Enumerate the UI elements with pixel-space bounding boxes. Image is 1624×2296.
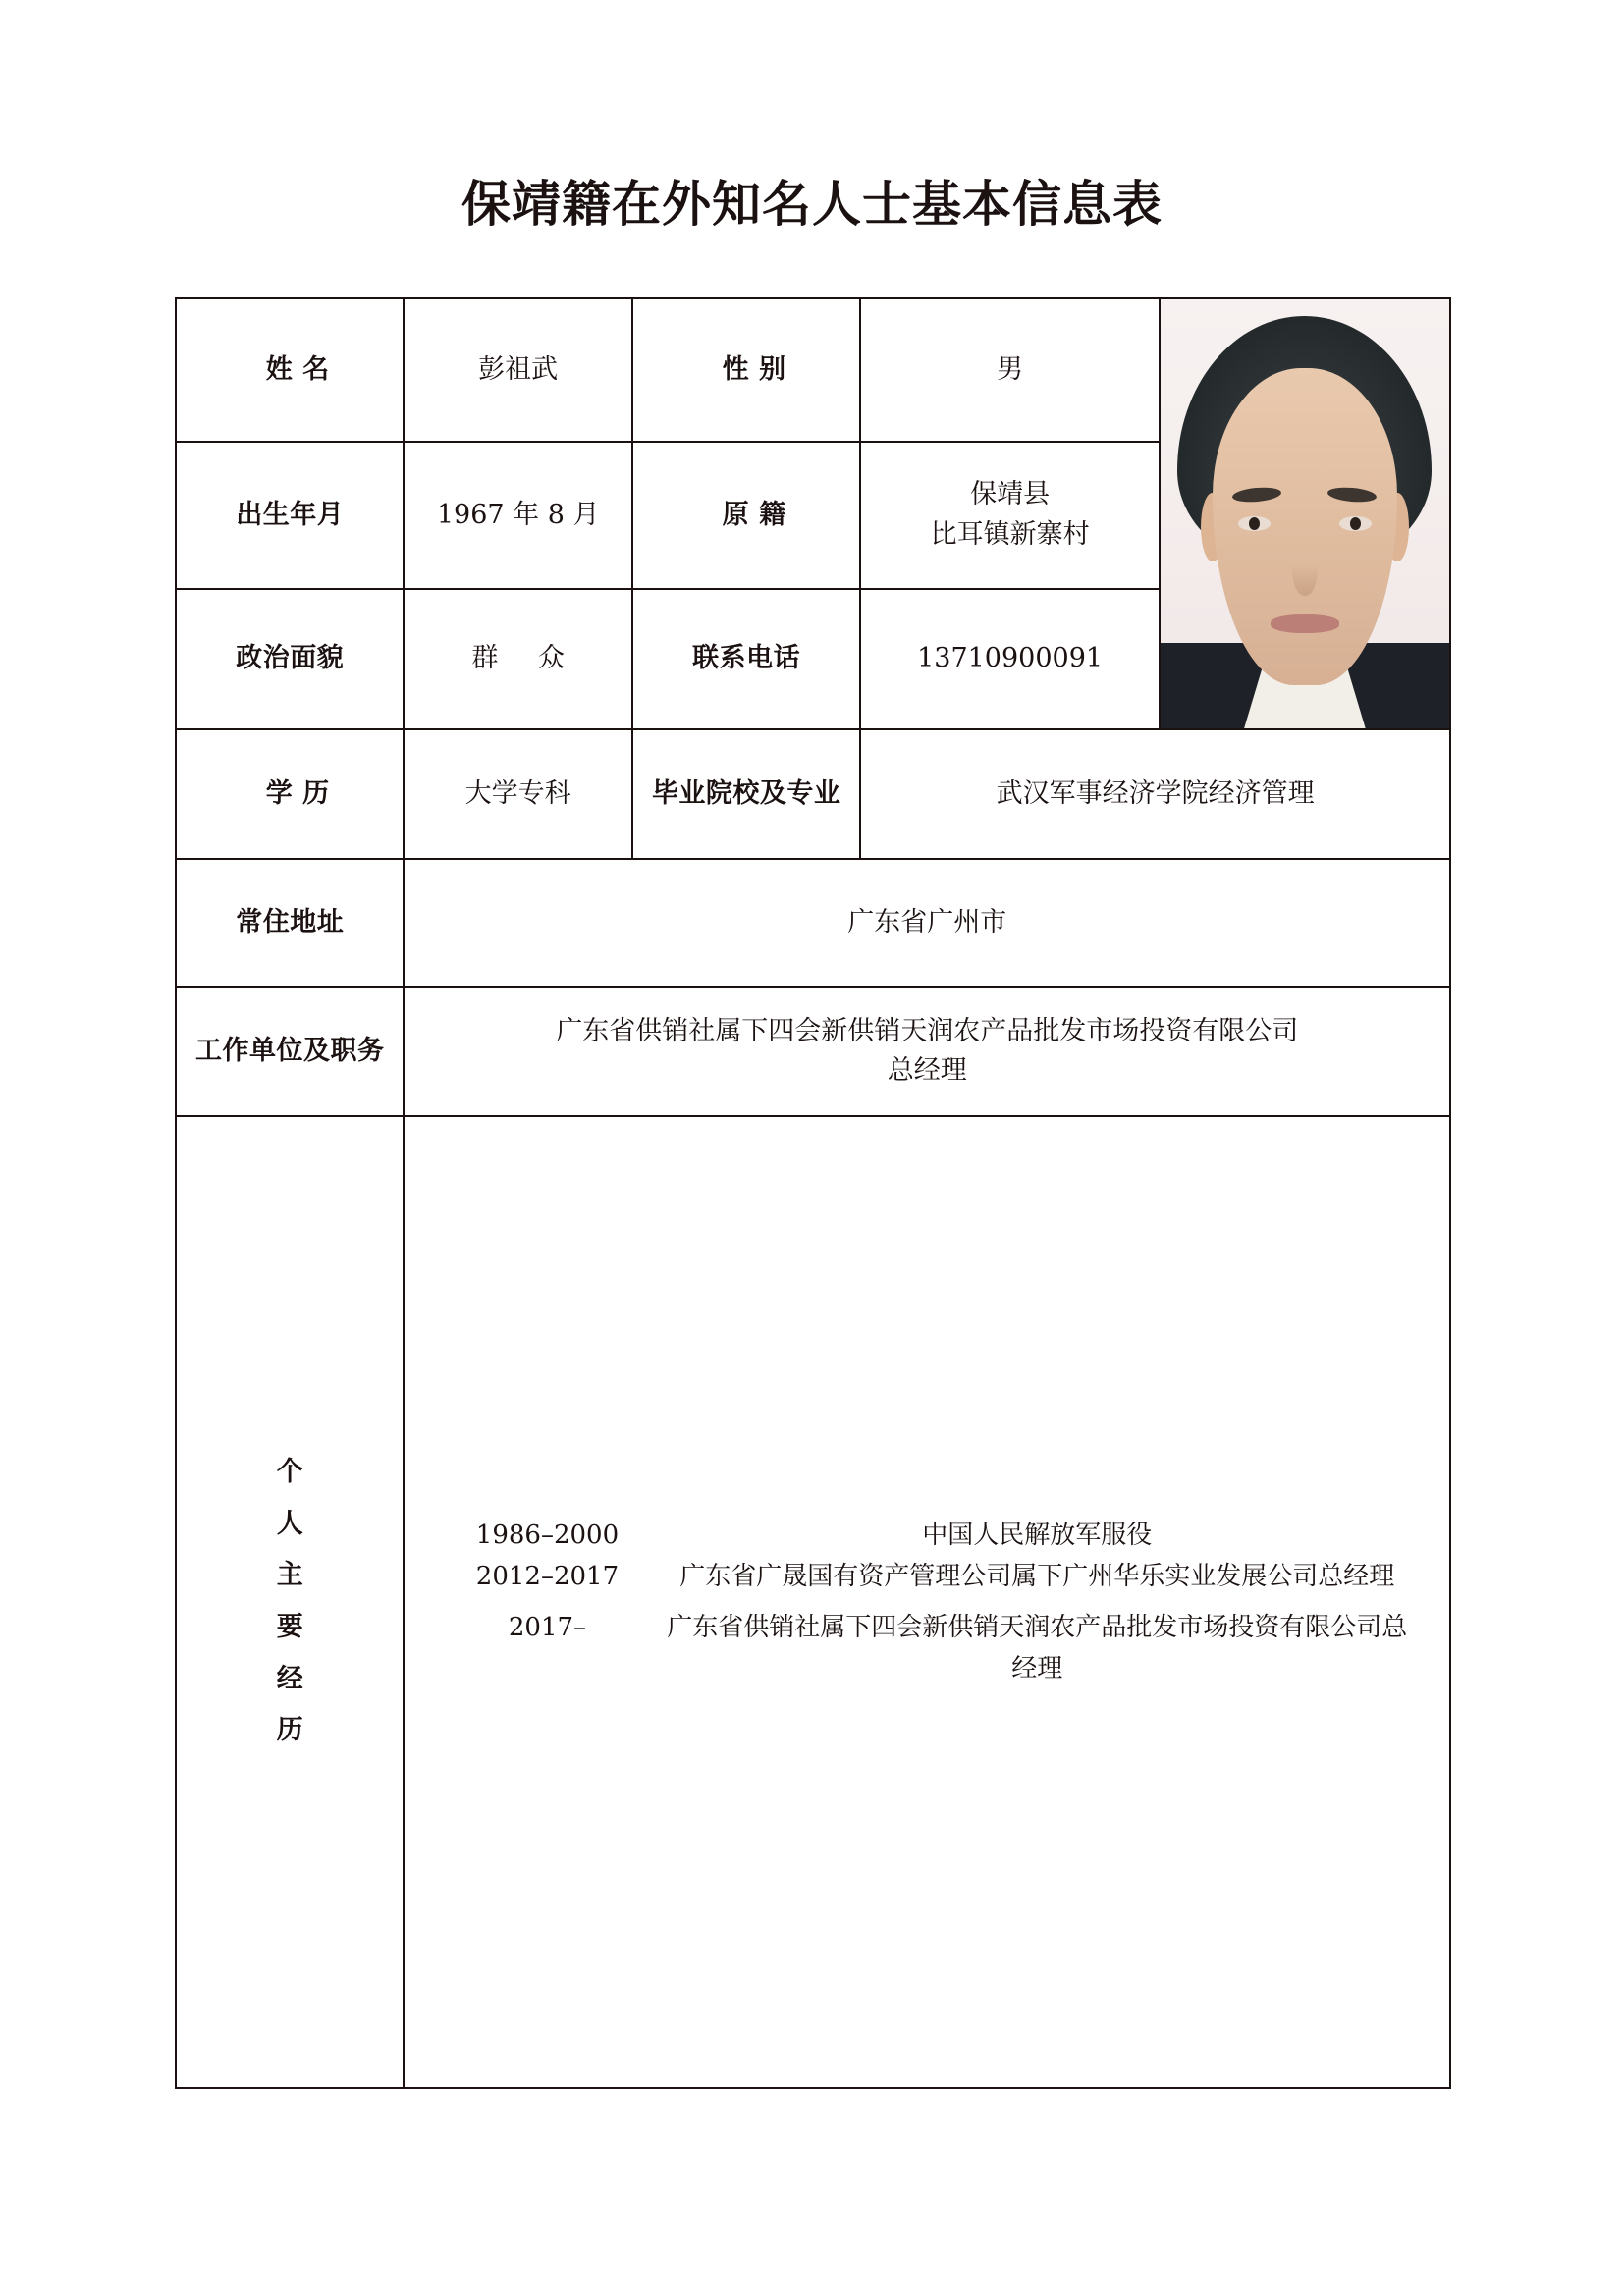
table-row xyxy=(176,859,1450,987)
field-label-school-major: 毕业院校及专业 xyxy=(632,729,860,859)
portrait-eye-right xyxy=(1339,516,1371,531)
experience-label-char: 历 xyxy=(276,1715,303,1746)
field-label-name: 姓 名 xyxy=(176,298,404,442)
table-row xyxy=(176,729,1450,859)
photo-cell xyxy=(1160,298,1450,729)
experience-description: 中国人民解放军服役 xyxy=(922,1520,1153,1550)
experience-label-char: 人 xyxy=(276,1508,303,1539)
field-label-origin: 原 籍 xyxy=(632,442,860,590)
experience-vertical-label xyxy=(277,1447,303,1757)
portrait-mouth xyxy=(1271,614,1340,632)
experience-period: 2012–2017 xyxy=(475,1561,620,1591)
field-label-experience xyxy=(176,1116,404,2088)
field-label-phone: 联系电话 xyxy=(632,589,860,729)
experience-label-char: 要 xyxy=(276,1612,303,1642)
field-value-experience xyxy=(404,1116,1450,2088)
field-value-political-status: 群 众 xyxy=(404,589,631,729)
field-label-political-status: 政治面貌 xyxy=(176,589,404,729)
field-value-education: 大学专科 xyxy=(404,729,631,859)
list-item xyxy=(440,1607,1420,1689)
avatar xyxy=(1161,299,1449,728)
table-row xyxy=(176,298,1450,442)
experience-period: 2017– xyxy=(508,1613,587,1642)
field-value-gender: 男 xyxy=(860,298,1159,442)
field-label-birth-date: 出生年月 xyxy=(176,442,404,590)
employer-line-2: 总经理 xyxy=(887,1055,967,1086)
origin-line-1: 保靖县 xyxy=(970,479,1051,510)
list-item xyxy=(440,1556,1420,1597)
experience-label-char: 个 xyxy=(276,1457,303,1488)
field-label-residence: 常住地址 xyxy=(176,859,404,987)
field-value-employer-position xyxy=(404,987,1450,1116)
employer-line-1: 广东省供销社属下四会新供销天润农产品批发市场投资有限公司 xyxy=(556,1015,1299,1046)
table-row xyxy=(176,987,1450,1116)
experience-description: 广东省广晟国有资产管理公司属下广州华乐实业发展公司总经理 xyxy=(679,1561,1395,1591)
experience-label-char: 经 xyxy=(276,1663,303,1694)
employer-position-label-text: 工作单位及职务 xyxy=(194,1035,385,1066)
field-value-origin xyxy=(860,442,1159,590)
field-label-employer-position xyxy=(176,987,404,1116)
field-value-birth-date: 1967 年 8 月 xyxy=(404,442,631,590)
origin-line-2: 比耳镇新寨村 xyxy=(930,518,1090,550)
experience-label-char: 主 xyxy=(276,1560,303,1591)
experience-list xyxy=(405,1515,1449,1689)
field-value-name: 彭祖武 xyxy=(404,298,631,442)
portrait-eye-left xyxy=(1238,516,1270,531)
field-value-school-major: 武汉军事经济学院经济管理 xyxy=(860,729,1450,859)
spacer xyxy=(440,1597,1420,1607)
field-value-phone: 13710900091 xyxy=(860,589,1159,729)
personal-info-table xyxy=(175,297,1451,2089)
table-row xyxy=(176,1116,1450,2088)
experience-description: 广东省供销社属下四会新供销天润农产品批发市场投资有限公司总经理 xyxy=(667,1613,1408,1684)
field-value-residence: 广东省广州市 xyxy=(404,859,1450,987)
portrait-nose xyxy=(1292,544,1318,595)
photo-frame xyxy=(1161,299,1449,728)
field-label-education: 学 历 xyxy=(176,729,404,859)
field-label-gender: 性 别 xyxy=(632,298,860,442)
page-title: 保靖籍在外知名人士基本信息表 xyxy=(461,175,1163,233)
experience-period: 1986–2000 xyxy=(475,1520,620,1550)
list-item xyxy=(440,1515,1420,1556)
